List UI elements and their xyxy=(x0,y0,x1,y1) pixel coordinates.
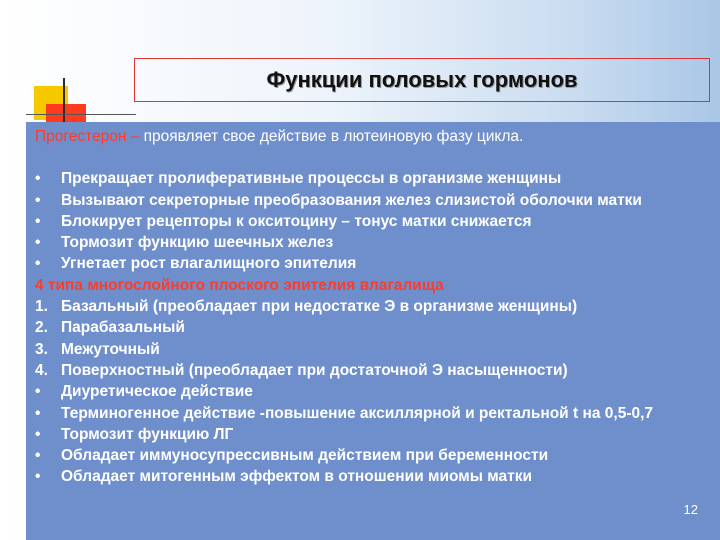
list-item-text: Блокирует рецепторы к окситоцину – тонус матки снижается xyxy=(61,212,532,230)
list-marker: • xyxy=(35,425,41,443)
list-item xyxy=(35,360,720,381)
list-item-text: Поверхностный (преобладает при достаточной Э насыщенности) xyxy=(61,361,568,379)
slide-title: Функции половых гормонов xyxy=(266,67,578,92)
list-item-text: Обладает иммуносупрессивным действием при беременности xyxy=(61,447,549,465)
list-marker: • xyxy=(35,404,41,422)
list-item xyxy=(35,232,720,253)
list-item xyxy=(35,253,720,274)
list-marker: 3. xyxy=(35,340,48,358)
list-item-text: Вызывают секреторные преобразования желез слизистой оболочки матки xyxy=(61,191,642,209)
list-item xyxy=(35,211,720,232)
page-number: 12 xyxy=(683,501,698,517)
list-item-text: Обладает митогенным эффектом в отношении миомы матки xyxy=(61,468,533,486)
list-item xyxy=(35,190,720,211)
list-item xyxy=(35,445,720,466)
list-item xyxy=(35,296,720,317)
list-marker: • xyxy=(35,191,41,209)
list-marker: 2. xyxy=(35,319,48,337)
list-item-text: Парабазальный xyxy=(61,319,185,337)
decor-horizontal-line xyxy=(26,114,136,115)
list-marker: • xyxy=(35,447,41,465)
list-marker: • xyxy=(35,255,41,273)
intro-line xyxy=(35,126,720,147)
list-item xyxy=(35,424,720,445)
list-item-text: Базальный (преобладает при недостатке Э в организме женщины) xyxy=(61,298,578,316)
list-item xyxy=(35,317,720,338)
list-item xyxy=(35,381,720,402)
epithelium-subheading: 4 типа многослойного плоского эпителия влагалища xyxy=(35,276,444,294)
list-marker: • xyxy=(35,468,41,486)
intro-highlight: Прогестерон – xyxy=(35,128,140,145)
title-box xyxy=(134,58,710,102)
content-panel xyxy=(26,122,720,540)
list-item-text: Диуретическое действие xyxy=(61,383,253,401)
list-item xyxy=(35,168,720,189)
intro-rest: проявляет свое действие в лютеиновую фазу цикла. xyxy=(139,128,524,145)
list-item xyxy=(35,466,720,487)
list-item-text: Терминогенное действие -повышение аксиллярной и ректальной t на 0,5-0,7 xyxy=(61,404,654,422)
list-item-text: Угнетает рост влагалищного эпителия xyxy=(61,255,357,273)
list-item-text: Тормозит функцию шеечных желез xyxy=(61,234,334,252)
spacer xyxy=(35,147,720,168)
list-item-text: Межуточный xyxy=(61,340,160,358)
list-item-text: Прекращает пролиферативные процессы в организме женщины xyxy=(61,170,562,188)
list-item-text: Тормозит функцию ЛГ xyxy=(61,425,234,443)
list-item xyxy=(35,339,720,360)
list-marker: • xyxy=(35,383,41,401)
list-item xyxy=(35,403,720,424)
list-marker: 4. xyxy=(35,361,48,379)
list-marker: 1. xyxy=(35,298,48,316)
list-marker: • xyxy=(35,170,41,188)
list-marker: • xyxy=(35,212,41,230)
list-marker: • xyxy=(35,234,41,252)
